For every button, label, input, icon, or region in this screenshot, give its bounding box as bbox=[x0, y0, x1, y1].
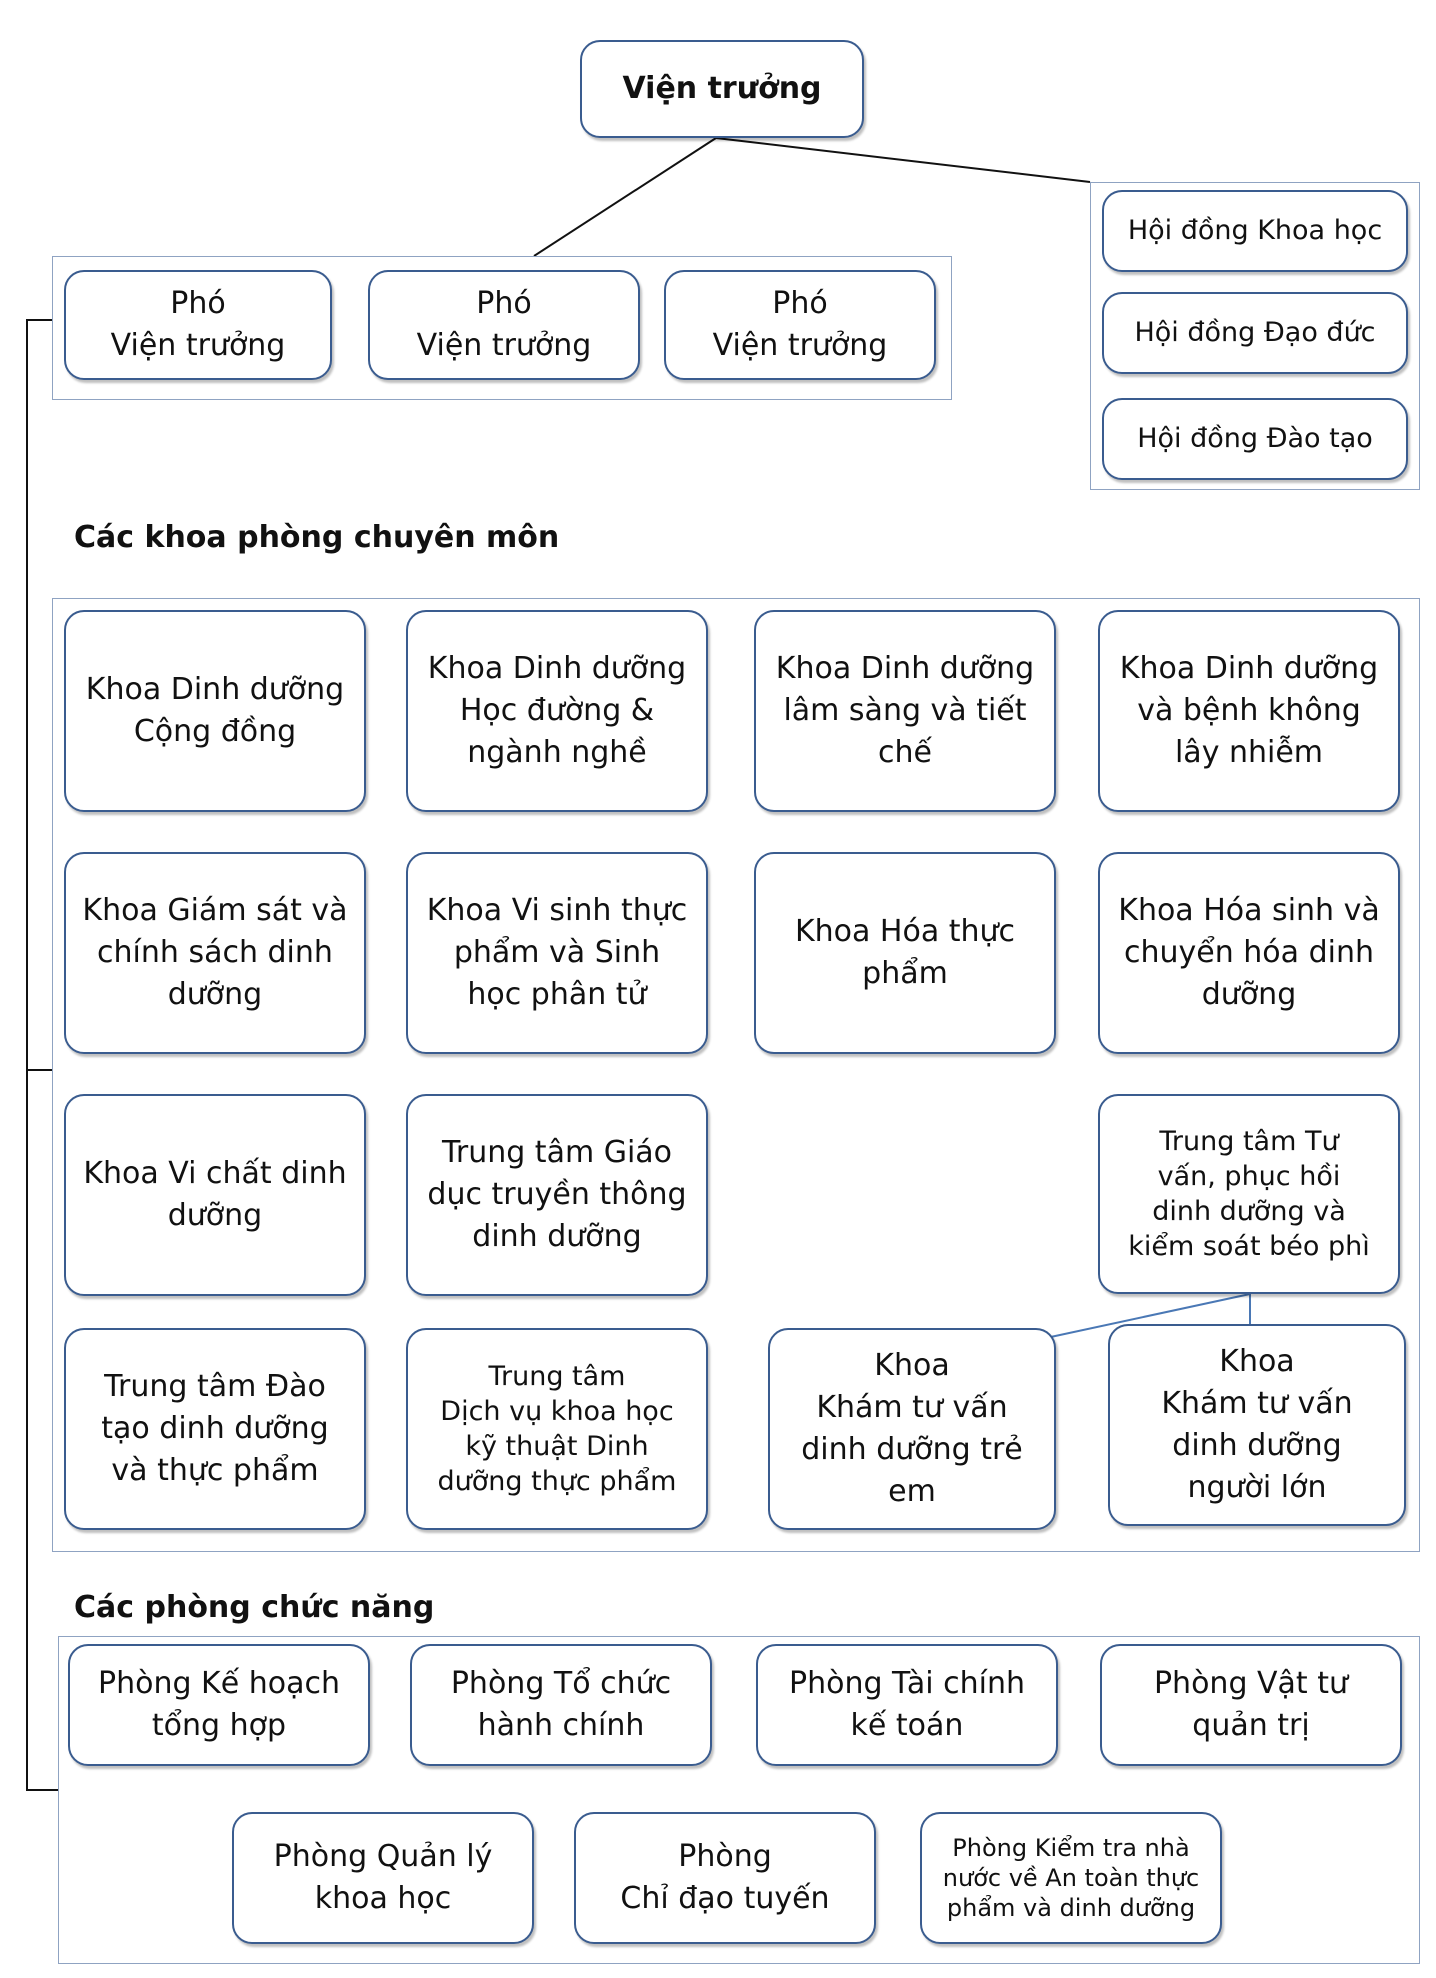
deputy-box-1: Phó Viện trưởng bbox=[64, 270, 332, 380]
dept-line-direction: Phòng Chỉ đạo tuyến bbox=[574, 1812, 876, 1944]
dept-organization: Phòng Tổ chức hành chính bbox=[410, 1644, 712, 1766]
council-box-science: Hội đồng Khoa học bbox=[1102, 190, 1408, 272]
unit-clinical-nutrition: Khoa Dinh dưỡng lâm sàng và tiết chế bbox=[754, 610, 1056, 812]
unit-community-nutrition: Khoa Dinh dưỡng Cộng đồng bbox=[64, 610, 366, 812]
unit-education-center: Trung tâm Giáo dục truyền thông dinh dưỡng bbox=[406, 1094, 708, 1296]
unit-child-clinic: Khoa Khám tư vấn dinh dưỡng trẻ em bbox=[768, 1328, 1056, 1530]
unit-school-nutrition: Khoa Dinh dưỡng Học đường & ngành nghề bbox=[406, 610, 708, 812]
unit-food-chemistry: Khoa Hóa thực phẩm bbox=[754, 852, 1056, 1054]
council-box-ethics: Hội đồng Đạo đức bbox=[1102, 292, 1408, 374]
unit-rehabilitation-center: Trung tâm Tư vấn, phục hồi dinh dưỡng và kiểm soát béo phì bbox=[1098, 1094, 1400, 1294]
connector-director-councils bbox=[716, 138, 1090, 182]
deputy-box-2: Phó Viện trưởng bbox=[368, 270, 640, 380]
director-box: Viện trưởng bbox=[580, 40, 864, 138]
unit-service-center: Trung tâm Dịch vụ khoa học kỹ thuật Dinh dưỡng thực phẩm bbox=[406, 1328, 708, 1530]
dept-finance: Phòng Tài chính kế toán bbox=[756, 1644, 1058, 1766]
unit-training-center: Trung tâm Đào tạo dinh dưỡng và thực phẩm bbox=[64, 1328, 366, 1530]
connector-director-deputies bbox=[534, 138, 716, 256]
dept-planning: Phòng Kế hoạch tổng hợp bbox=[68, 1644, 370, 1766]
unit-surveillance-policy: Khoa Giám sát và chính sách dinh dưỡng bbox=[64, 852, 366, 1054]
unit-micronutrients: Khoa Vi chất dinh dưỡng bbox=[64, 1094, 366, 1296]
dept-science-management: Phòng Quản lý khoa học bbox=[232, 1812, 534, 1944]
council-box-training: Hội đồng Đào tạo bbox=[1102, 398, 1408, 480]
dept-food-safety-inspection: Phòng Kiểm tra nhà nước về An toàn thực phẩm và dinh dưỡng bbox=[920, 1812, 1222, 1944]
functional-section-title: Các phòng chức năng bbox=[74, 1590, 435, 1625]
unit-ncd-nutrition: Khoa Dinh dưỡng và bệnh không lây nhiễm bbox=[1098, 610, 1400, 812]
unit-biochemistry: Khoa Hóa sinh và chuyển hóa dinh dưỡng bbox=[1098, 852, 1400, 1054]
dept-supplies: Phòng Vật tư quản trị bbox=[1100, 1644, 1402, 1766]
professional-section-title: Các khoa phòng chuyên môn bbox=[74, 520, 560, 555]
unit-adult-clinic: Khoa Khám tư vấn dinh dưỡng người lớn bbox=[1108, 1324, 1406, 1526]
deputy-box-3: Phó Viện trưởng bbox=[664, 270, 936, 380]
unit-food-microbiology: Khoa Vi sinh thực phẩm và Sinh học phân tử bbox=[406, 852, 708, 1054]
